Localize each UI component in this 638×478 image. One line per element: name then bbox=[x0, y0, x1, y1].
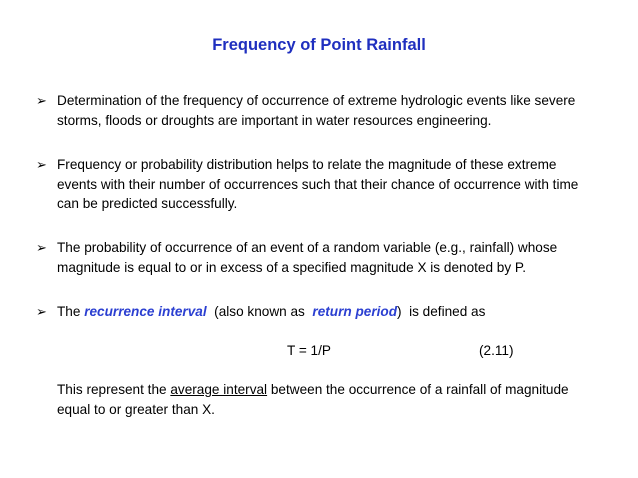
average-interval-term: average interval bbox=[170, 382, 268, 397]
bullet-text: The probability of occurrence of an event of a random variable (e.g., rainfall) whose magnitude is equal to or in excess of a specified magnitude X is denoted by P. bbox=[57, 240, 558, 275]
paragraph-text: between the occurrence of a rainfall of magnitude equal to or greater than X. bbox=[57, 382, 569, 417]
bullet-text-part: ) is defined as bbox=[397, 304, 486, 319]
bullet-text-part: The bbox=[57, 304, 85, 319]
paragraph-text: This represent the bbox=[57, 382, 171, 397]
explanation-paragraph bbox=[57, 380, 597, 419]
slide-title: Frequency of Point Rainfall bbox=[212, 36, 426, 54]
equation-formula: T = 1/P bbox=[287, 343, 331, 358]
arrowhead-bullet-icon: ➢ bbox=[36, 304, 47, 319]
bullet-item bbox=[36, 91, 596, 130]
bullet-item bbox=[36, 302, 596, 322]
bullet-text bbox=[57, 302, 596, 322]
arrowhead-bullet-icon: ➢ bbox=[36, 240, 47, 255]
bullet-text: Determination of the frequency of occurrence of extreme hydrologic events like severe storms, floods or droughts are important in water resources engineering. bbox=[57, 93, 576, 128]
equation-number: (2.11) bbox=[479, 343, 514, 358]
bullet-item bbox=[36, 155, 596, 214]
bullet-item bbox=[36, 238, 596, 277]
bullet-text-part: (also known as bbox=[206, 304, 313, 319]
recurrence-interval-term: recurrence interval bbox=[84, 304, 207, 319]
bullet-text: Frequency or probability distribution helps to relate the magnitude of these extreme events with their number of occurrences such that their chance of occurrence with time can be predicted successfully. bbox=[57, 157, 579, 211]
arrowhead-bullet-icon: ➢ bbox=[36, 157, 47, 172]
arrowhead-bullet-icon: ➢ bbox=[36, 93, 47, 108]
return-period-term: return period bbox=[312, 304, 397, 319]
